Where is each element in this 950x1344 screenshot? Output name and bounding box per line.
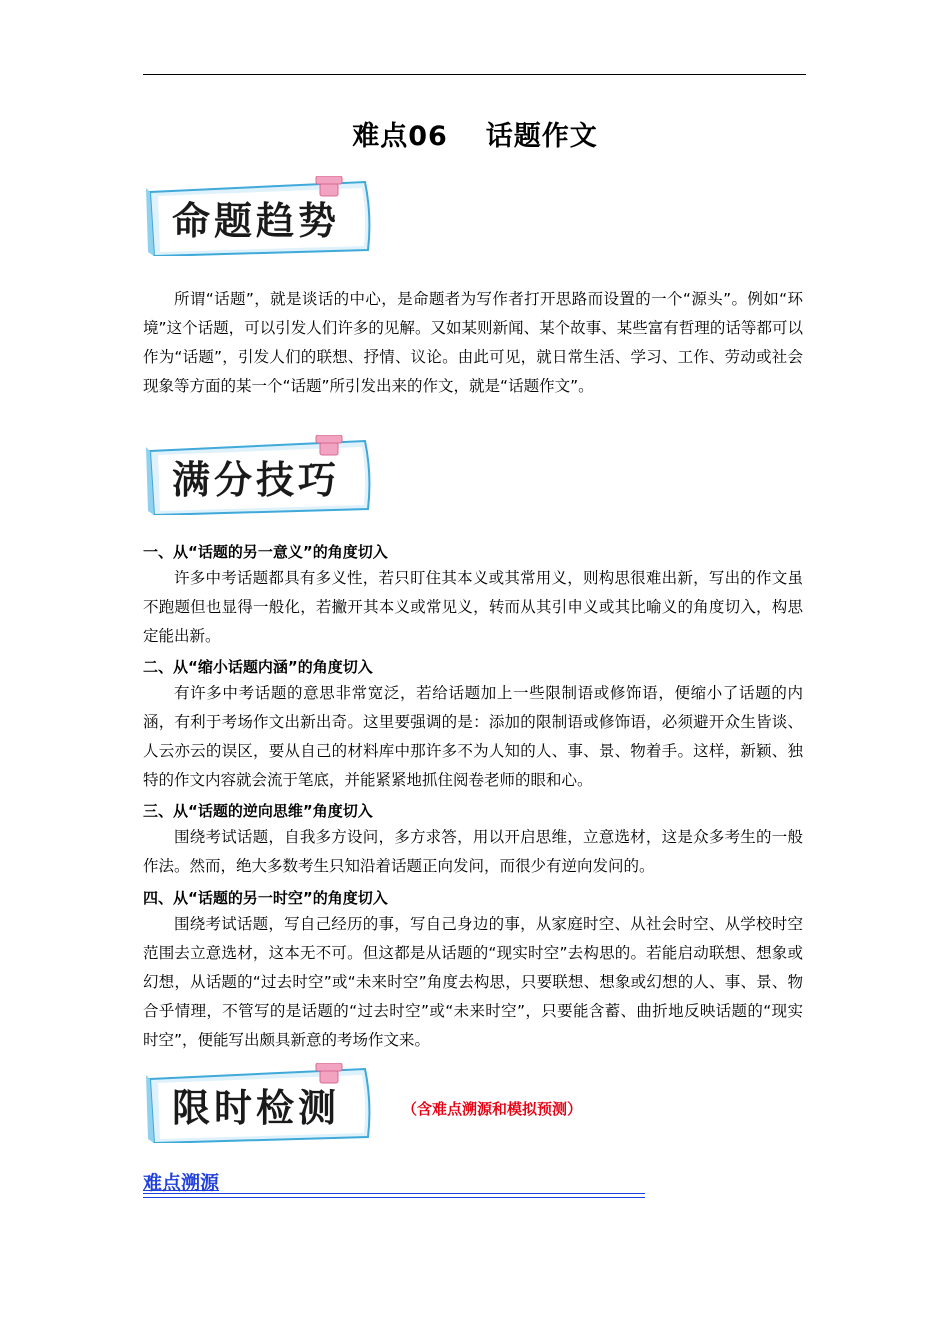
source-underline	[143, 1193, 645, 1194]
page-title	[0, 114, 950, 153]
banner-test-label: 限时检测	[172, 1085, 341, 1130]
test-note: （含难点溯源和模拟预测）	[402, 1100, 583, 1118]
section-3-body: 围绕考试话题，自我多方设问，多方求答，用以开启思维，立意选材，这是众多考生的一般作法。然而，绝大多数考生只知沿着话题正向发问，而很少有逆向发问的。	[143, 828, 803, 875]
section-1-heading: 一、从“话题的另一意义”的角度切入	[143, 543, 388, 561]
section-4-heading: 四、从“话题的另一时空”的角度切入	[143, 889, 388, 907]
title-topic: 话题作文	[485, 121, 598, 152]
section-4-body: 围绕考试话题，写自己经历的事，写自己身边的事，从家庭时空、从社会时空、从学校时空范围去立意选材，这本无不可。但这都是从话题的“现实时空”去构思的。若能启动联想、想象或幻想，从话题的“过去时空”或“未来时空”角度去构思，只要联想、想象或幻想的人、事、景、物合乎情理，不管写的是话题的“过去时空”或“未来时空”，只要能含蓄、曲折地反映话题的“现实时空”，便能写出颇具新意的考场作文来。	[143, 915, 803, 1049]
banner-test	[140, 1063, 380, 1143]
section-3-heading: 三、从“话题的逆向思维”角度切入	[143, 802, 373, 820]
source-underline-2	[143, 1197, 645, 1198]
intro-paragraph: 所谓“话题”，就是谈话的中心，是命题者为写作者打开思路而设置的一个“源头”。例如“环境”这个话题，可以引发人们许多的见解。又如某则新闻、某个故事、某些富有哲理的话等都可以作为“话题”，引发人们的联想、抒情、议论。由此可见，就日常生活、学习、工作、劳动或社会现象等方面的某一个“话题”所引发出来的作文，就是“话题作文”。	[143, 290, 803, 395]
banner-trend	[140, 176, 380, 256]
section-2-heading: 二、从“缩小话题内涵”的角度切入	[143, 658, 373, 676]
section-2-body: 有许多中考话题的意思非常宽泛，若给话题加上一些限制语或修饰语，便缩小了话题的内涵，有利于考场作文出新出奇。这里要强调的是：添加的限制语或修饰语，必须避开众生皆谈、人云亦云的误区，要从自己的材料库中那许多不为人知的人、事、景、物着手。这样，新颖、独特的作文内容就会流于笔底，并能紧紧地抓住阅卷老师的眼和心。	[143, 684, 803, 789]
header-rule	[143, 74, 806, 75]
title-number: 难点06	[352, 121, 448, 152]
banner-trend-label: 命题趋势	[172, 198, 341, 243]
source-heading: 难点溯源	[143, 1172, 220, 1194]
section-1-body: 许多中考话题都具有多义性，若只盯住其本义或其常用义，则构思很难出新，写出的作文虽不跑题但也显得一般化，若撇开其本义或常见义，转而从其引申义或其比喻义的角度切入，构思定能出新。	[143, 569, 803, 645]
banner-skills	[140, 435, 380, 515]
banner-skills-label: 满分技巧	[172, 457, 341, 502]
